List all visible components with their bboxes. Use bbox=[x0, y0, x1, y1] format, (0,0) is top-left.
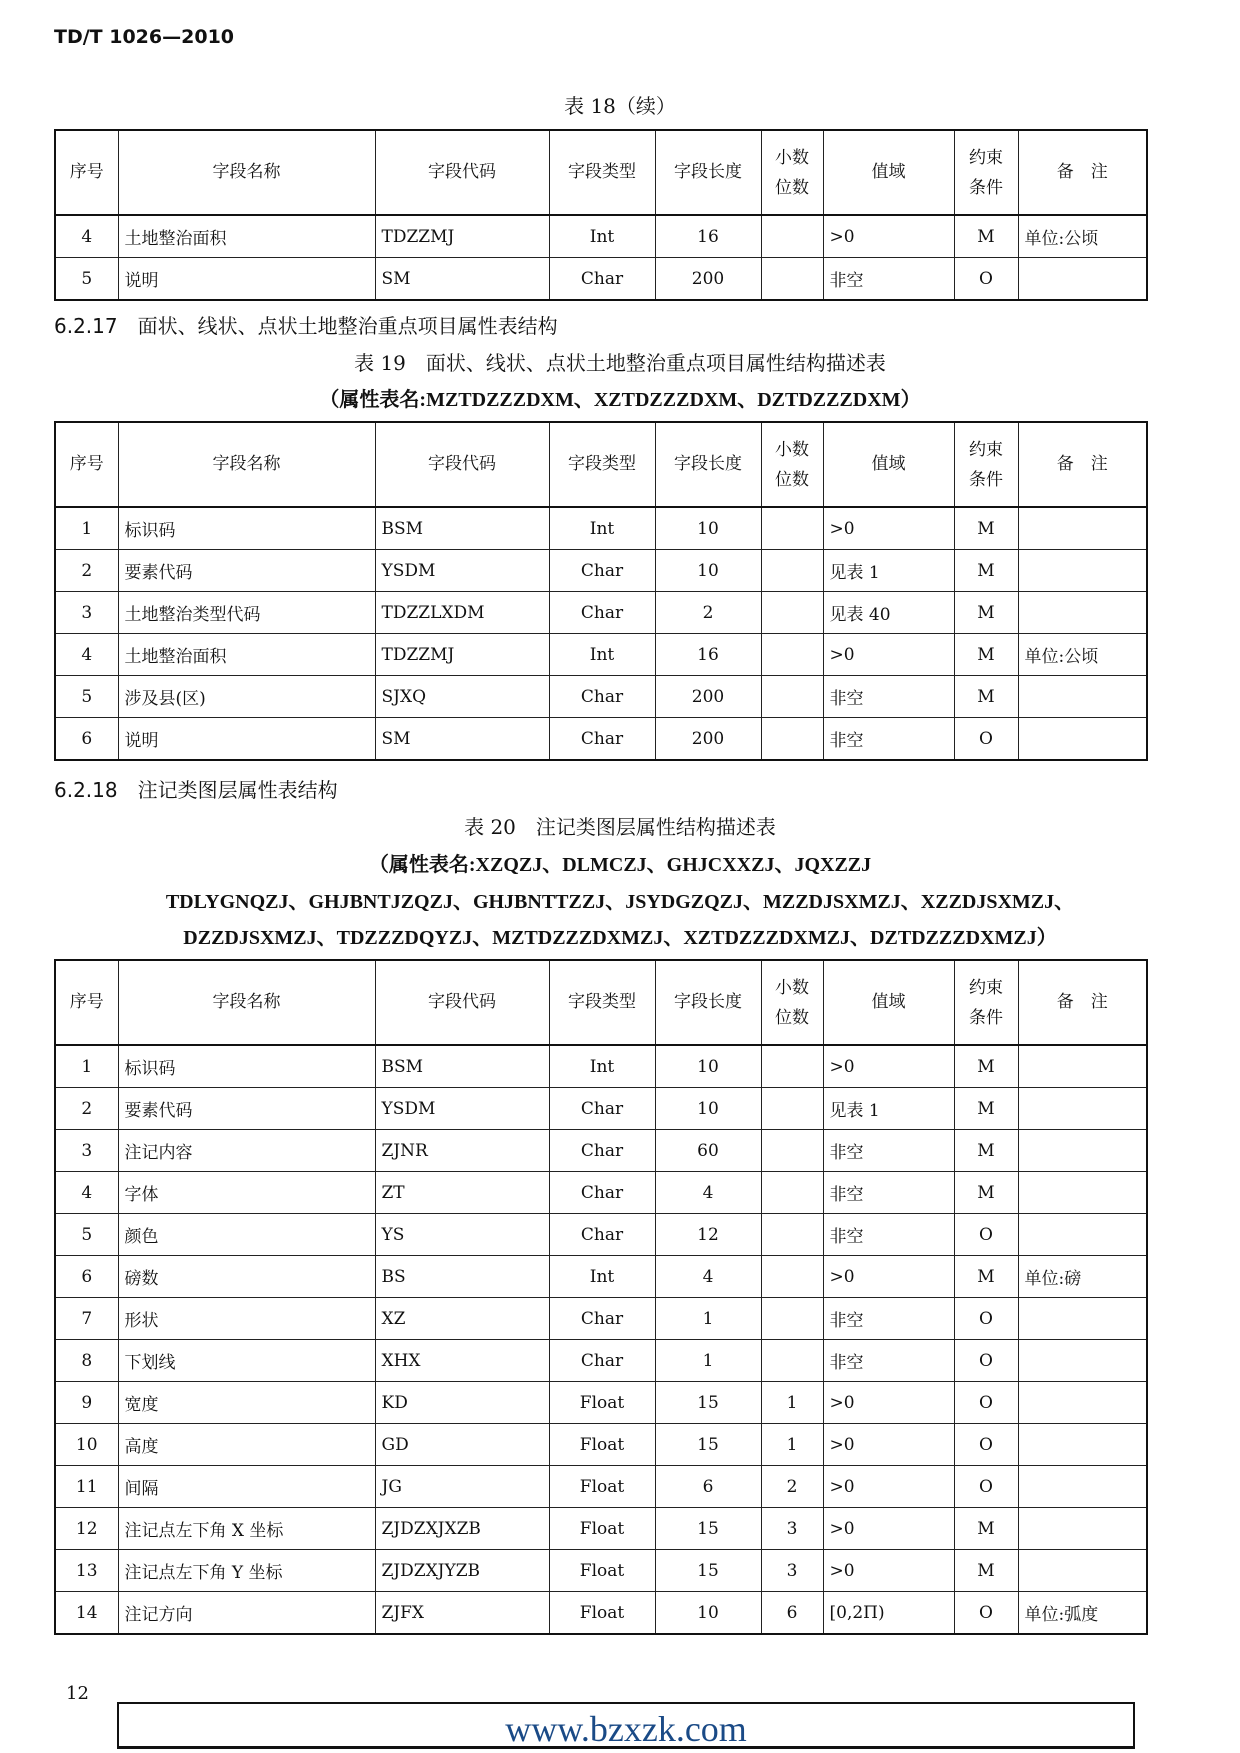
table-row bbox=[55, 258, 1147, 301]
table-cell: >0 bbox=[823, 1256, 954, 1298]
table-cell: 非空 bbox=[823, 1172, 954, 1214]
table-cell: >0 bbox=[823, 1424, 954, 1466]
column-header: 备 注 bbox=[1018, 130, 1147, 215]
column-header: 字段长度 bbox=[655, 130, 761, 215]
table-cell: 5 bbox=[55, 258, 118, 301]
table-cell: O bbox=[954, 1340, 1018, 1382]
table-cell: 10 bbox=[655, 1592, 761, 1635]
table-19 bbox=[54, 421, 1148, 761]
table-cell: ZJFX bbox=[375, 1592, 549, 1635]
table-cell: >0 bbox=[823, 507, 954, 550]
table-cell: M bbox=[954, 507, 1018, 550]
page-number: 12 bbox=[66, 1683, 89, 1704]
table-cell bbox=[1018, 1088, 1147, 1130]
table-cell: Float bbox=[549, 1382, 655, 1424]
table-cell: GD bbox=[375, 1424, 549, 1466]
table-cell: TDZZMJ bbox=[375, 215, 549, 258]
table-row bbox=[55, 718, 1147, 761]
table-cell: Int bbox=[549, 1045, 655, 1088]
table-cell bbox=[761, 1340, 823, 1382]
header-row bbox=[55, 960, 1147, 1045]
table-cell: >0 bbox=[823, 1045, 954, 1088]
table-cell: O bbox=[954, 1592, 1018, 1635]
table-cell: 16 bbox=[655, 634, 761, 676]
table-cell: >0 bbox=[823, 1466, 954, 1508]
table-cell: M bbox=[954, 550, 1018, 592]
table-cell: TDZZMJ bbox=[375, 634, 549, 676]
column-header: 字段长度 bbox=[655, 960, 761, 1045]
table-cell: M bbox=[954, 1130, 1018, 1172]
table-cell: YSDM bbox=[375, 550, 549, 592]
table-cell: 标识码 bbox=[118, 1045, 375, 1088]
table-row bbox=[55, 592, 1147, 634]
table-cell: 下划线 bbox=[118, 1340, 375, 1382]
column-header-label: 约束条件 bbox=[969, 977, 1003, 1028]
table-row bbox=[55, 1466, 1147, 1508]
table-cell: Char bbox=[549, 550, 655, 592]
table-cell: 2 bbox=[55, 1088, 118, 1130]
table-cell: 非空 bbox=[823, 1340, 954, 1382]
table-cell: 注记内容 bbox=[118, 1130, 375, 1172]
table-row bbox=[55, 1045, 1147, 1088]
table-cell bbox=[1018, 1298, 1147, 1340]
column-header: 字段类型 bbox=[549, 422, 655, 507]
table-cell: O bbox=[954, 718, 1018, 761]
table-cell: 200 bbox=[655, 718, 761, 761]
table-cell: >0 bbox=[823, 634, 954, 676]
header-row bbox=[55, 422, 1147, 507]
section-heading-6-2-17: 6.2.17 面状、线状、点状土地整治重点项目属性表结构 bbox=[54, 314, 558, 338]
column-header: 字段代码 bbox=[375, 130, 549, 215]
table-cell: 15 bbox=[655, 1424, 761, 1466]
table-row bbox=[55, 1508, 1147, 1550]
table-row bbox=[55, 1550, 1147, 1592]
header-row bbox=[55, 130, 1147, 215]
table-cell: 4 bbox=[55, 634, 118, 676]
table-cell: 1 bbox=[55, 507, 118, 550]
table-cell: [0,2Π) bbox=[823, 1592, 954, 1635]
table-cell: 见表 1 bbox=[823, 550, 954, 592]
table-cell: 10 bbox=[655, 1088, 761, 1130]
table-cell: 2 bbox=[655, 592, 761, 634]
table-cell: O bbox=[954, 1466, 1018, 1508]
table-cell: SJXQ bbox=[375, 676, 549, 718]
table-cell bbox=[1018, 676, 1147, 718]
table-cell: 涉及县(区) bbox=[118, 676, 375, 718]
column-header-label: 小数位数 bbox=[775, 977, 809, 1028]
table-cell bbox=[1018, 1045, 1147, 1088]
table-cell: YSDM bbox=[375, 1088, 549, 1130]
table-cell: XZ bbox=[375, 1298, 549, 1340]
table-cell bbox=[1018, 258, 1147, 301]
table-row bbox=[55, 1592, 1147, 1635]
table-cell: 1 bbox=[655, 1340, 761, 1382]
table-cell: Int bbox=[549, 215, 655, 258]
table-cell: Float bbox=[549, 1550, 655, 1592]
table-cell: 15 bbox=[655, 1550, 761, 1592]
table-cell: M bbox=[954, 215, 1018, 258]
column-header bbox=[954, 960, 1018, 1045]
table-cell: Int bbox=[549, 634, 655, 676]
table-cell: 14 bbox=[55, 1592, 118, 1635]
table-cell: 字体 bbox=[118, 1172, 375, 1214]
table-cell: 见表 40 bbox=[823, 592, 954, 634]
table-cell: 磅数 bbox=[118, 1256, 375, 1298]
column-header: 字段长度 bbox=[655, 422, 761, 507]
table-cell: Char bbox=[549, 1298, 655, 1340]
column-header: 序号 bbox=[55, 130, 118, 215]
table-cell: SM bbox=[375, 718, 549, 761]
table-cell: 6 bbox=[761, 1592, 823, 1635]
table-cell: 标识码 bbox=[118, 507, 375, 550]
column-header-label: 小数位数 bbox=[775, 439, 809, 490]
table-row bbox=[55, 507, 1147, 550]
column-header-label: 小数位数 bbox=[775, 147, 809, 198]
table-cell bbox=[761, 676, 823, 718]
footer-banner bbox=[117, 1702, 1135, 1749]
column-header bbox=[761, 130, 823, 215]
table-cell: YS bbox=[375, 1214, 549, 1256]
table-cell: 6 bbox=[655, 1466, 761, 1508]
table-cell: 2 bbox=[55, 550, 118, 592]
column-header: 字段名称 bbox=[118, 960, 375, 1045]
table-row bbox=[55, 1298, 1147, 1340]
table-cell bbox=[1018, 1424, 1147, 1466]
table-cell bbox=[1018, 550, 1147, 592]
table-cell: 要素代码 bbox=[118, 1088, 375, 1130]
table-cell: 15 bbox=[655, 1382, 761, 1424]
table-cell bbox=[761, 1045, 823, 1088]
column-header: 值域 bbox=[823, 130, 954, 215]
table-cell: 颜色 bbox=[118, 1214, 375, 1256]
doc-code: TD/T 1026—2010 bbox=[54, 26, 235, 48]
table-cell: 非空 bbox=[823, 1130, 954, 1172]
table-cell: 非空 bbox=[823, 1298, 954, 1340]
column-header: 字段代码 bbox=[375, 422, 549, 507]
table-row bbox=[55, 1088, 1147, 1130]
table-cell: Float bbox=[549, 1424, 655, 1466]
table-cell: 9 bbox=[55, 1382, 118, 1424]
table-cell: >0 bbox=[823, 1550, 954, 1592]
table-cell: 说明 bbox=[118, 718, 375, 761]
table-cell bbox=[761, 1172, 823, 1214]
column-header bbox=[954, 422, 1018, 507]
table-cell: >0 bbox=[823, 1508, 954, 1550]
table-cell: KD bbox=[375, 1382, 549, 1424]
table-row bbox=[55, 1256, 1147, 1298]
table-cell bbox=[1018, 1550, 1147, 1592]
table-cell: 10 bbox=[655, 550, 761, 592]
table-cell: M bbox=[954, 592, 1018, 634]
table-cell: 3 bbox=[55, 592, 118, 634]
table-row bbox=[55, 1214, 1147, 1256]
table-row bbox=[55, 550, 1147, 592]
table-cell: >0 bbox=[823, 1382, 954, 1424]
table-cell: 6 bbox=[55, 1256, 118, 1298]
table-row bbox=[55, 676, 1147, 718]
table20-title: 表 20 注记类图层属性结构描述表 bbox=[464, 815, 776, 839]
table-cell: 土地整治类型代码 bbox=[118, 592, 375, 634]
table-cell bbox=[1018, 1382, 1147, 1424]
table-cell bbox=[1018, 592, 1147, 634]
table-cell bbox=[1018, 1466, 1147, 1508]
table-cell: M bbox=[954, 634, 1018, 676]
table-cell: Char bbox=[549, 718, 655, 761]
table-cell: M bbox=[954, 1045, 1018, 1088]
table-cell: 土地整治面积 bbox=[118, 634, 375, 676]
table19-title: 表 19 面状、线状、点状土地整治重点项目属性结构描述表 bbox=[354, 351, 886, 375]
column-header bbox=[761, 960, 823, 1045]
table-cell: 11 bbox=[55, 1466, 118, 1508]
table-cell: Float bbox=[549, 1592, 655, 1635]
table-cell: 注记点左下角 Y 坐标 bbox=[118, 1550, 375, 1592]
table-cell: ZJDZXJYZB bbox=[375, 1550, 549, 1592]
table-cell: 宽度 bbox=[118, 1382, 375, 1424]
table-cell bbox=[761, 592, 823, 634]
table-cell: 7 bbox=[55, 1298, 118, 1340]
table-cell: 13 bbox=[55, 1550, 118, 1592]
table-row bbox=[55, 1172, 1147, 1214]
table20-subtitle-2: TDLYGNQZJ、GHJBNTJZQZJ、GHJBNTTZZJ、JSYDGZQZJ、MZZDJSXMZJ、XZZDJSXMZJ、 bbox=[165, 891, 1075, 913]
table-cell: 60 bbox=[655, 1130, 761, 1172]
table-cell: O bbox=[954, 1214, 1018, 1256]
table-cell: 单位:公顷 bbox=[1018, 634, 1147, 676]
table-cell bbox=[1018, 1214, 1147, 1256]
table-cell: M bbox=[954, 1508, 1018, 1550]
table-cell: 见表 1 bbox=[823, 1088, 954, 1130]
column-header: 序号 bbox=[55, 422, 118, 507]
table-cell: 单位:公顷 bbox=[1018, 215, 1147, 258]
table-cell: 非空 bbox=[823, 718, 954, 761]
table-cell: 1 bbox=[761, 1424, 823, 1466]
table-cell: O bbox=[954, 1382, 1018, 1424]
table-cell: 200 bbox=[655, 258, 761, 301]
column-header: 序号 bbox=[55, 960, 118, 1045]
table-cell: 4 bbox=[655, 1256, 761, 1298]
table-cell bbox=[761, 1256, 823, 1298]
table19-subtitle: （属性表名:MZTDZZZDXM、XZTDZZZDXM、DZTDZZZDXM） bbox=[319, 389, 921, 411]
table-cell: TDZZLXDM bbox=[375, 592, 549, 634]
column-header-label: 约束条件 bbox=[969, 147, 1003, 198]
table-cell: JG bbox=[375, 1466, 549, 1508]
table-cell: 1 bbox=[761, 1382, 823, 1424]
column-header bbox=[761, 422, 823, 507]
table-cell: 间隔 bbox=[118, 1466, 375, 1508]
table-cell bbox=[761, 258, 823, 301]
table-cell bbox=[761, 1298, 823, 1340]
table-cell: O bbox=[954, 1298, 1018, 1340]
table-cell: Char bbox=[549, 1214, 655, 1256]
table-row bbox=[55, 1424, 1147, 1466]
table-cell: M bbox=[954, 1256, 1018, 1298]
table-cell: 1 bbox=[55, 1045, 118, 1088]
table-cell: 3 bbox=[761, 1550, 823, 1592]
table-cell: 2 bbox=[761, 1466, 823, 1508]
table-cell: ZT bbox=[375, 1172, 549, 1214]
table18-title: 表 18（续） bbox=[564, 94, 676, 118]
table-cell: 200 bbox=[655, 676, 761, 718]
table-cell: 5 bbox=[55, 1214, 118, 1256]
column-header: 值域 bbox=[823, 960, 954, 1045]
table20-subtitle-1: （属性表名:XZQZJ、DLMCZJ、GHJCXXZJ、JQXZZJ bbox=[368, 854, 872, 876]
table-cell bbox=[761, 215, 823, 258]
table-cell: 单位:磅 bbox=[1018, 1256, 1147, 1298]
column-header: 值域 bbox=[823, 422, 954, 507]
table-cell: 16 bbox=[655, 215, 761, 258]
column-header: 字段类型 bbox=[549, 130, 655, 215]
table-cell: 12 bbox=[655, 1214, 761, 1256]
footer-url[interactable]: www.bzxzk.com bbox=[505, 1709, 747, 1749]
table-cell: M bbox=[954, 1088, 1018, 1130]
table-cell: 注记方向 bbox=[118, 1592, 375, 1635]
table-cell: M bbox=[954, 1172, 1018, 1214]
table-cell: ZJDZXJXZB bbox=[375, 1508, 549, 1550]
table-cell: 非空 bbox=[823, 258, 954, 301]
table-cell: 3 bbox=[761, 1508, 823, 1550]
table-cell bbox=[1018, 1340, 1147, 1382]
table-cell: 15 bbox=[655, 1508, 761, 1550]
table-cell: Int bbox=[549, 507, 655, 550]
table-cell: 10 bbox=[655, 507, 761, 550]
table20-subtitle-3: DZZDJSXMZJ、TDZZZDQYZJ、MZTDZZZDXMZJ、XZTDZZZDXMZJ、DZTDZZZDXMZJ） bbox=[183, 927, 1057, 949]
table-cell bbox=[1018, 1130, 1147, 1172]
table-cell: BS bbox=[375, 1256, 549, 1298]
table-cell: 4 bbox=[55, 215, 118, 258]
table-cell: 3 bbox=[55, 1130, 118, 1172]
table-cell bbox=[761, 718, 823, 761]
table-cell: Char bbox=[549, 1130, 655, 1172]
table-cell: O bbox=[954, 258, 1018, 301]
column-header: 字段代码 bbox=[375, 960, 549, 1045]
table-cell bbox=[1018, 1172, 1147, 1214]
column-header: 字段名称 bbox=[118, 130, 375, 215]
table-20 bbox=[54, 959, 1148, 1635]
table-cell bbox=[1018, 507, 1147, 550]
table-cell: XHX bbox=[375, 1340, 549, 1382]
table-row bbox=[55, 1340, 1147, 1382]
column-header: 备 注 bbox=[1018, 960, 1147, 1045]
table-18 bbox=[54, 129, 1148, 301]
table-cell: 1 bbox=[655, 1298, 761, 1340]
table-cell: ZJNR bbox=[375, 1130, 549, 1172]
column-header: 字段类型 bbox=[549, 960, 655, 1045]
table-row bbox=[55, 634, 1147, 676]
table-cell: SM bbox=[375, 258, 549, 301]
table-cell: Int bbox=[549, 1256, 655, 1298]
table-cell bbox=[1018, 1508, 1147, 1550]
table-cell: 5 bbox=[55, 676, 118, 718]
table-cell bbox=[761, 634, 823, 676]
table-cell: Char bbox=[549, 1172, 655, 1214]
table-cell: M bbox=[954, 676, 1018, 718]
table-cell: Char bbox=[549, 258, 655, 301]
table-cell: 单位:弧度 bbox=[1018, 1592, 1147, 1635]
table-cell: 4 bbox=[55, 1172, 118, 1214]
table-cell: 8 bbox=[55, 1340, 118, 1382]
table-cell: BSM bbox=[375, 507, 549, 550]
section-heading-6-2-18: 6.2.18 注记类图层属性表结构 bbox=[54, 778, 338, 802]
table-cell: 要素代码 bbox=[118, 550, 375, 592]
table-cell bbox=[761, 1130, 823, 1172]
table-cell: 形状 bbox=[118, 1298, 375, 1340]
table-cell bbox=[1018, 718, 1147, 761]
table-cell: Float bbox=[549, 1466, 655, 1508]
table-cell: 12 bbox=[55, 1508, 118, 1550]
table-cell: BSM bbox=[375, 1045, 549, 1088]
table-cell bbox=[761, 1088, 823, 1130]
column-header-label: 约束条件 bbox=[969, 439, 1003, 490]
table-cell: Char bbox=[549, 592, 655, 634]
table-cell bbox=[761, 1214, 823, 1256]
table-cell: Float bbox=[549, 1508, 655, 1550]
table-cell: M bbox=[954, 1550, 1018, 1592]
table-cell: 非空 bbox=[823, 1214, 954, 1256]
table-cell: 10 bbox=[655, 1045, 761, 1088]
table-cell: 非空 bbox=[823, 676, 954, 718]
table-cell: 10 bbox=[55, 1424, 118, 1466]
table-row bbox=[55, 1382, 1147, 1424]
table-cell: Char bbox=[549, 676, 655, 718]
table-cell: Char bbox=[549, 1088, 655, 1130]
table-row bbox=[55, 215, 1147, 258]
column-header bbox=[954, 130, 1018, 215]
table-cell: 注记点左下角 X 坐标 bbox=[118, 1508, 375, 1550]
table-row bbox=[55, 1130, 1147, 1172]
table-cell: 高度 bbox=[118, 1424, 375, 1466]
table-cell: 4 bbox=[655, 1172, 761, 1214]
column-header: 字段名称 bbox=[118, 422, 375, 507]
table-cell: 说明 bbox=[118, 258, 375, 301]
table-cell: 土地整治面积 bbox=[118, 215, 375, 258]
table-cell bbox=[761, 550, 823, 592]
table-cell: >0 bbox=[823, 215, 954, 258]
table-cell: Char bbox=[549, 1340, 655, 1382]
table-cell: 6 bbox=[55, 718, 118, 761]
column-header: 备 注 bbox=[1018, 422, 1147, 507]
table-cell: O bbox=[954, 1424, 1018, 1466]
table-cell bbox=[761, 507, 823, 550]
